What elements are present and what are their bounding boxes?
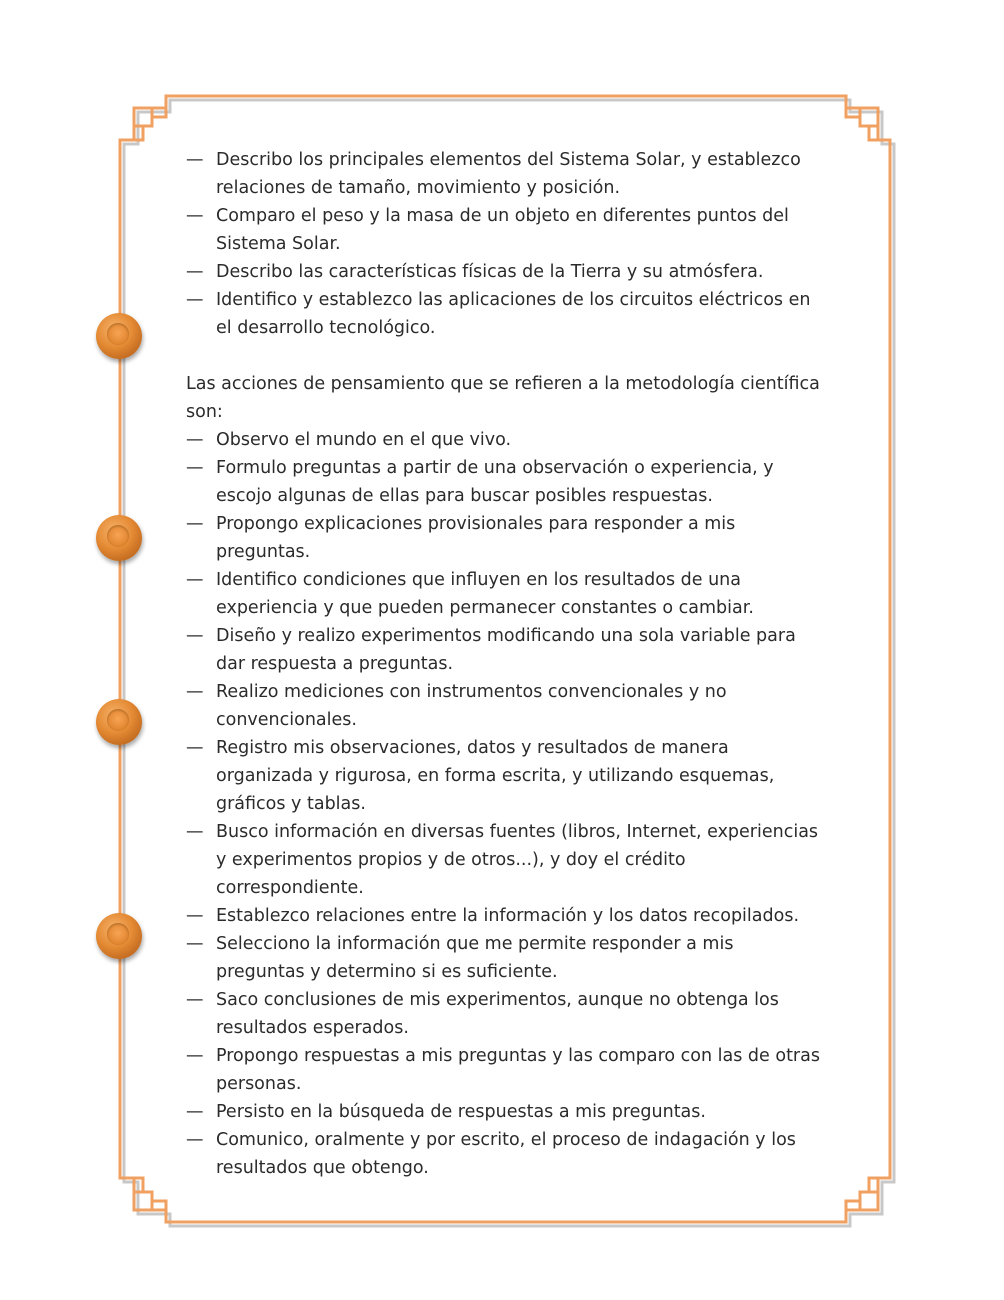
binder-ring-2 — [96, 515, 142, 561]
dash-bullet: — — [186, 1130, 204, 1150]
dash-bullet: — — [186, 990, 204, 1010]
binder-ring-1 — [96, 313, 142, 359]
dash-bullet: — — [186, 150, 204, 170]
dash-bullet: — — [186, 906, 204, 926]
binder-ring-3 — [96, 699, 142, 745]
list-item: — Observo el mundo en el que vivo. — [186, 426, 826, 454]
dash-bullet: — — [186, 430, 204, 450]
dash-bullet: — — [186, 682, 204, 702]
dash-bullet: — — [186, 738, 204, 758]
list-item: — Registro mis observaciones, datos y resultados de manera organizada y rigurosa, en forma escrita, y utilizando esquemas, gráficos y tablas. — [186, 734, 826, 818]
list-item: — Selecciono la información que me permite responder a mis preguntas y determino si es suficiente. — [186, 930, 826, 986]
dash-bullet: — — [186, 1046, 204, 1066]
list-item: — Realizo mediciones con instrumentos convencionales y no convencionales. — [186, 678, 826, 734]
dash-bullet: — — [186, 626, 204, 646]
list-item: — Establezco relaciones entre la información y los datos recopilados. — [186, 902, 826, 930]
methodology-list — [186, 426, 826, 1182]
dash-bullet: — — [186, 1102, 204, 1122]
list-item: — Identifico y establezco las aplicaciones de los circuitos eléctricos en el desarrollo tecnológico. — [186, 286, 826, 342]
dash-bullet: — — [186, 262, 204, 282]
binder-ring-4 — [96, 913, 142, 959]
standards-list-1 — [186, 146, 826, 342]
dash-bullet: — — [186, 514, 204, 534]
list-item: — Identifico condiciones que influyen en los resultados de una experiencia y que pueden permanecer constantes o cambiar. — [186, 566, 826, 622]
dash-bullet: — — [186, 206, 204, 226]
list-item: — Propongo explicaciones provisionales para responder a mis preguntas. — [186, 510, 826, 566]
list-item: — Comparo el peso y la masa de un objeto en diferentes puntos del Sistema Solar. — [186, 202, 826, 258]
list-item: — Describo las características físicas de la Tierra y su atmósfera. — [186, 258, 826, 286]
page-content — [186, 146, 826, 1182]
dash-bullet: — — [186, 290, 204, 310]
dash-bullet: — — [186, 570, 204, 590]
list-item: — Comunico, oralmente y por escrito, el proceso de indagación y los resultados que obtengo. — [186, 1126, 826, 1182]
list-item: — Formulo preguntas a partir de una observación o experiencia, y escojo algunas de ellas para buscar posibles respuestas. — [186, 454, 826, 510]
dash-bullet: — — [186, 458, 204, 478]
list-item: — Persisto en la búsqueda de respuestas a mis preguntas. — [186, 1098, 826, 1126]
dash-bullet: — — [186, 822, 204, 842]
list-item: — Saco conclusiones de mis experimentos, aunque no obtenga los resultados esperados. — [186, 986, 826, 1042]
list-item: — Propongo respuestas a mis preguntas y las comparo con las de otras personas. — [186, 1042, 826, 1098]
list-item: — Diseño y realizo experimentos modificando una sola variable para dar respuesta a preguntas. — [186, 622, 826, 678]
list-item: — Describo los principales elementos del Sistema Solar, y establezco relaciones de tamaño, movimiento y posición. — [186, 146, 826, 202]
list-item: — Busco información en diversas fuentes (libros, Internet, experiencias y experimentos propios y de otros...), y doy el crédito correspondiente. — [186, 818, 826, 902]
dash-bullet: — — [186, 934, 204, 954]
intro-paragraph: Las acciones de pensamiento que se refieren a la metodología científica son: — [186, 374, 820, 422]
